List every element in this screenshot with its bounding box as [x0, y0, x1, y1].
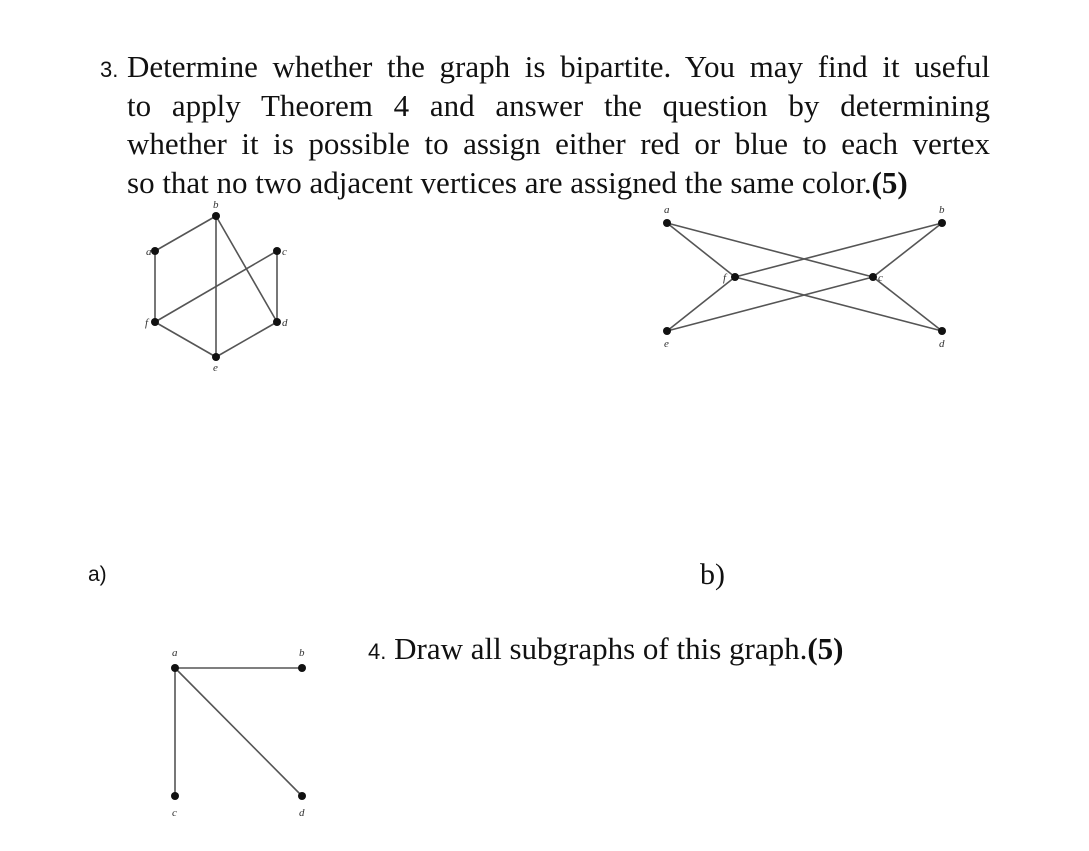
question-number: 4. — [368, 639, 387, 664]
question-4 — [368, 631, 844, 667]
vertex-label-c: c — [172, 807, 177, 819]
vertex-b — [212, 212, 220, 220]
vertex-label-b: b — [299, 647, 305, 659]
vertex-b — [938, 219, 946, 227]
edge-f-d — [735, 277, 942, 331]
edge-a-b — [155, 216, 216, 251]
vertex-label-a: a — [172, 647, 178, 659]
vertex-label-c: c — [878, 272, 883, 284]
graph-b — [663, 204, 946, 350]
edge-a-c — [667, 223, 873, 277]
question-text: so that no two adjacent vertices are assigned the same color. — [127, 164, 872, 200]
edge-e-c — [667, 277, 873, 331]
vertex-d — [273, 318, 281, 326]
question-text-line: whether it is possible to assign either red or blue to each vertex — [127, 126, 990, 161]
vertex-a — [171, 664, 179, 672]
vertex-e — [663, 327, 671, 335]
vertex-d — [298, 792, 306, 800]
points: (5) — [807, 631, 844, 666]
graph-a-label: a) — [88, 563, 107, 586]
edge-c-d — [873, 277, 942, 331]
vertex-label-e: e — [664, 338, 669, 350]
vertex-c — [171, 792, 179, 800]
vertex-f — [731, 273, 739, 281]
vertex-label-d: d — [939, 338, 945, 350]
edge-f-e — [155, 322, 216, 357]
vertex-label-b: b — [939, 204, 945, 216]
question-number: 3. — [100, 57, 119, 82]
vertex-label-d: d — [282, 317, 288, 329]
vertex-d — [938, 327, 946, 335]
vertex-label-f: f — [723, 272, 727, 284]
vertex-f — [151, 318, 159, 326]
question-text: Draw all subgraphs of this graph. — [394, 631, 808, 666]
question-text-line: Determine whether the graph is bipartite. You may find it useful — [127, 49, 990, 84]
vertex-c — [869, 273, 877, 281]
vertex-a — [663, 219, 671, 227]
vertex-label-a: a — [146, 246, 152, 258]
vertex-label-f: f — [145, 317, 149, 329]
vertex-label-d: d — [299, 807, 305, 819]
edge-e-d — [216, 322, 277, 357]
edge-f-b — [735, 223, 942, 277]
graph-q4 — [171, 647, 306, 819]
edge-b-c — [873, 223, 942, 277]
graph-a — [145, 199, 288, 374]
vertex-e — [212, 353, 220, 361]
vertex-a — [151, 247, 159, 255]
edge-a-d — [175, 668, 302, 796]
question-text-line: to apply Theorem 4 and answer the question by determining — [127, 87, 990, 123]
vertex-label-a: a — [664, 204, 670, 216]
points: (5) — [871, 164, 908, 200]
vertex-c — [273, 247, 281, 255]
vertex-label-c: c — [282, 246, 287, 258]
graph-b-label: b) — [700, 558, 725, 591]
vertex-b — [298, 664, 306, 672]
vertex-label-e: e — [213, 362, 218, 374]
vertex-label-b: b — [213, 199, 219, 211]
